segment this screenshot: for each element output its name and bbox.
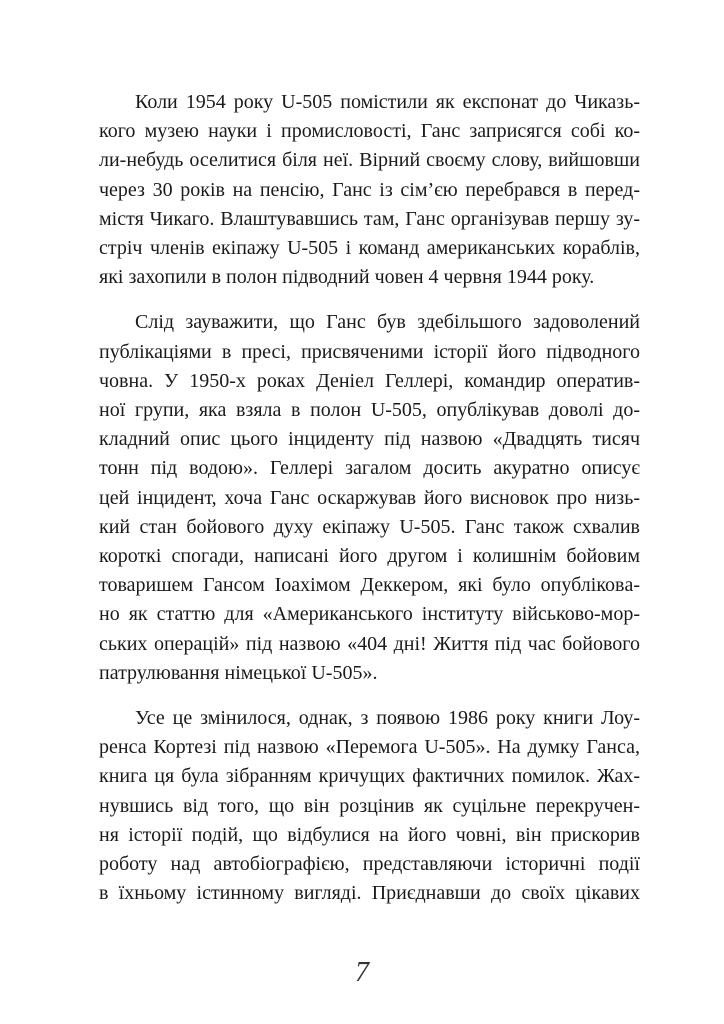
text-line: в їхньому істинному вигляді. Приєднавши до своїх цікавих [99,882,640,905]
text-line: публікаціями в пресі, присвяченими історії його підводного [99,340,640,363]
text-line: тонн під водою». Геллері загалом досить акуратно описує [99,457,640,480]
text-line: короткі спогади, написані його другом і колишнім бойовим [99,545,640,568]
text-line: човна. У 1950-х роках Деніел Геллері, командир оператив- [99,369,640,392]
text-line: кладний опис цього інциденту під назвою «Двадцять тисяч [99,428,640,451]
text-line: цей інцидент, хоча Ганс оскаржував його висновок про низь- [99,486,640,509]
paragraph-2 [99,308,640,688]
text-line: через 30 років на пенсію, Ганс із сім’єю перебрався в перед- [99,178,640,201]
text-line: товаришем Гансом Іоахімом Деккером, які було опубліковa- [99,574,640,597]
page-body-text [99,88,640,908]
text-line: ренса Кортезі під назвою «Перемога U-505». На думку Ганса, [99,736,640,759]
paragraph-1 [99,88,640,292]
text-line: книга ця була зібранням кричущих фактичних помилок. Жах- [99,765,640,788]
text-line: кого музею науки і промисловості, Ганс заприсягся собі ко- [99,120,640,143]
page-number: 7 [355,957,369,988]
text-line: патрулювання німецької U-505». [99,661,378,684]
text-line: ної групи, яка взяла в полон U-505, опублікував доволі до- [99,399,640,422]
text-line: роботу над автобіографією, представляючи історичні події [99,853,640,876]
text-line: Усе це змінилося, однак, з появою 1986 року книги Лоу- [135,707,640,730]
text-line: ня історії подій, що відбулися на його човні, він прискорив [99,823,640,846]
text-line: ли-небудь оселитися біля неї. Вірний своєму слову, вийшовши [99,149,640,172]
text-line: Коли 1954 року U-505 помістили як експонат до Чиказь- [135,91,640,113]
text-line: які захопили в полон підводний човен 4 червня 1944 року. [99,266,595,289]
text-line: Слід зауважити, що Ганс був здебільшого задоволений [135,311,640,334]
text-line: кий стан бойового духу екіпажу U-505. Ганс також схвалив [99,515,640,538]
paragraph-3 [99,704,640,908]
text-line: но як статтю для «Американського інституту військово-мор- [99,603,640,626]
text-line: нувшись від того, що він розцінив як суцільне перекручен- [99,794,640,817]
text-line: містя Чикаго. Влаштувавшись там, Ганс організував першу зу- [99,207,640,230]
text-line: стріч членів екіпажу U-505 і команд американських кораблів, [99,237,640,260]
text-line: ських операцій» під назвою «404 дні! Життя під час бойового [99,632,640,655]
